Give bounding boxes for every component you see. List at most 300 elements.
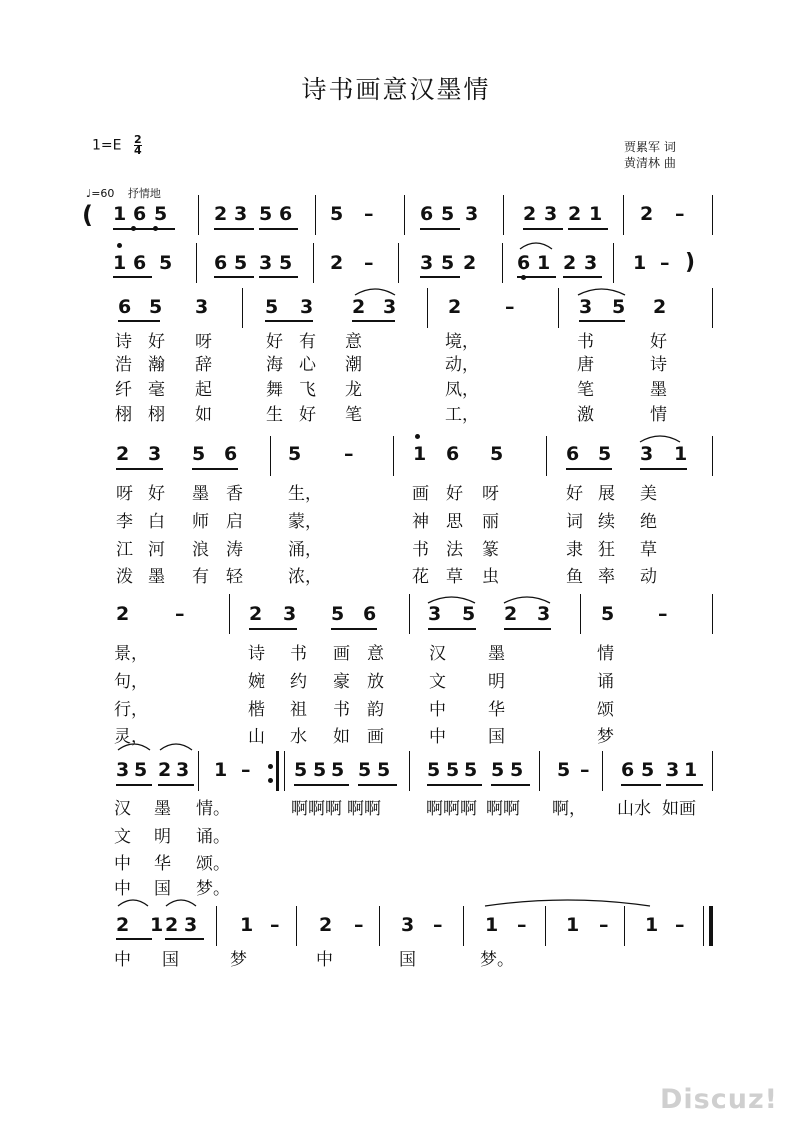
note: 5 <box>464 759 478 781</box>
lyric: 画 <box>333 644 350 664</box>
octave-dot <box>521 275 526 280</box>
tie-arc <box>578 286 625 296</box>
octave-dot <box>117 243 122 248</box>
beam-underline <box>113 276 152 278</box>
note: – <box>675 914 685 936</box>
beam-underline <box>158 784 194 786</box>
lyric: 中 <box>114 854 131 874</box>
lyric: 好 <box>446 484 463 504</box>
note: 2 <box>448 296 462 318</box>
lyric: 心 <box>299 355 316 375</box>
lyric: 书 <box>577 332 594 352</box>
barline <box>198 751 199 791</box>
lyric: 韵 <box>367 700 384 720</box>
lyric: 笔 <box>577 380 594 400</box>
lyric: 狂 <box>598 540 615 560</box>
note: 3 <box>420 252 434 274</box>
beam-underline <box>165 938 204 940</box>
octave-dot <box>268 764 273 769</box>
note: – <box>580 759 590 781</box>
lyric: 婉 <box>248 672 265 692</box>
lyric: 好 <box>299 405 316 425</box>
lyric: 华 <box>154 854 171 874</box>
note: 5 <box>612 296 626 318</box>
beam-underline <box>666 784 703 786</box>
lyric: 墨 <box>650 380 667 400</box>
lyric: 放 <box>367 672 384 692</box>
beam-underline <box>118 320 160 322</box>
lyric: 花 <box>412 567 429 587</box>
barline <box>409 594 410 634</box>
lyric: 栩 <box>148 405 165 425</box>
note: 5 <box>490 443 504 465</box>
note: 5 <box>159 252 173 274</box>
beam-underline <box>192 468 238 470</box>
barline <box>503 195 504 235</box>
note: – <box>658 603 668 625</box>
note: 5 <box>601 603 615 625</box>
lyric: 水 <box>290 727 307 747</box>
barline <box>379 906 380 946</box>
note: – <box>354 914 364 936</box>
note: 5 <box>149 296 163 318</box>
lyric: 师 <box>192 512 209 532</box>
barline <box>712 195 713 235</box>
note: 6 <box>133 203 147 225</box>
lyric: 泼 <box>116 567 133 587</box>
barline <box>539 751 540 791</box>
lyric: 中 <box>316 950 333 970</box>
lyric: 续 <box>598 512 615 532</box>
note: 3 <box>401 914 415 936</box>
time-top: 2 <box>133 133 142 146</box>
lyric: 有 <box>192 567 209 587</box>
lyric: 绝 <box>640 512 657 532</box>
beam-underline <box>116 784 152 786</box>
note: 5 <box>462 603 476 625</box>
note: 5 <box>154 203 168 225</box>
note: 5 <box>491 759 505 781</box>
lyric: 有 <box>299 332 316 352</box>
lyric: 动 <box>640 567 657 587</box>
octave-dot <box>153 226 158 231</box>
lyric: 意 <box>367 644 384 664</box>
note: – <box>433 914 443 936</box>
lyric: 祖 <box>290 700 307 720</box>
note: 5 <box>265 296 279 318</box>
beam-underline <box>294 784 349 786</box>
lyric: 楷 <box>248 700 265 720</box>
beam-underline <box>214 228 254 230</box>
lyric: 如画 <box>662 799 696 819</box>
note: 3 <box>116 759 130 781</box>
barline <box>198 195 199 235</box>
lyric: 墨 <box>488 644 505 664</box>
lyric: 中 <box>429 700 446 720</box>
barline <box>545 906 546 946</box>
lyric: 好 <box>148 332 165 352</box>
beam-underline <box>579 320 625 322</box>
note: 5 <box>288 443 302 465</box>
note: 5 <box>192 443 206 465</box>
tie-arc <box>485 897 650 907</box>
note: 6 <box>279 203 293 225</box>
repeat-barline <box>276 751 279 791</box>
lyric: 笔 <box>345 405 362 425</box>
lyric: 轻 <box>226 567 243 587</box>
note: 2 <box>352 296 366 318</box>
note: – <box>344 443 354 465</box>
lyric: 起 <box>195 380 212 400</box>
note: 2 <box>653 296 667 318</box>
note: 5 <box>358 759 372 781</box>
lyric: 国 <box>399 950 416 970</box>
note: 5 <box>557 759 571 781</box>
note: 5 <box>234 252 248 274</box>
note: – <box>599 914 609 936</box>
note: 6 <box>566 443 580 465</box>
note: 1 <box>633 252 647 274</box>
barline <box>270 436 271 476</box>
lyricist-credit: 贾累军 词 <box>624 140 676 154</box>
lyric: 唐 <box>577 355 594 375</box>
lyric: 汉 <box>114 799 131 819</box>
lyric: 草 <box>446 567 463 587</box>
barline <box>712 751 713 791</box>
tie-arc <box>118 741 150 751</box>
lyric: 涛 <box>226 540 243 560</box>
note: 5 <box>427 759 441 781</box>
beam-underline <box>566 468 612 470</box>
note: 3 <box>300 296 314 318</box>
note: 1 <box>113 203 127 225</box>
note: – <box>505 296 515 318</box>
note: 6 <box>214 252 228 274</box>
barline <box>546 436 547 476</box>
lyric: 约 <box>290 672 307 692</box>
note: 6 <box>363 603 377 625</box>
lyric: 中 <box>114 950 131 970</box>
lyric: 华 <box>488 700 505 720</box>
lyric: 书 <box>333 700 350 720</box>
lyric: 神 <box>412 512 429 532</box>
lyric: 江 <box>116 540 133 560</box>
barline <box>216 906 217 946</box>
lyric: 国 <box>488 727 505 747</box>
lyric: 瀚 <box>148 355 165 375</box>
lyric: 情 <box>650 405 667 425</box>
note: 5 <box>598 443 612 465</box>
note: 2 <box>523 203 537 225</box>
note: 2 <box>463 252 477 274</box>
lyric: 河 <box>148 540 165 560</box>
note: – <box>660 252 670 274</box>
note: 3 <box>259 252 273 274</box>
beam-underline <box>420 276 460 278</box>
barline <box>623 195 624 235</box>
note: – <box>175 603 185 625</box>
lyric: 国 <box>162 950 179 970</box>
lyric: 美 <box>640 484 657 504</box>
note: 2 <box>116 914 130 936</box>
lyric: 行， <box>114 700 148 720</box>
lyric: 明 <box>488 672 505 692</box>
tie-arc <box>428 594 475 604</box>
lyric: 墨 <box>148 567 165 587</box>
lyric: 明 <box>154 827 171 847</box>
barline <box>393 436 394 476</box>
lyric: 境， <box>445 332 479 352</box>
note: 5 <box>259 203 273 225</box>
note: – <box>364 203 374 225</box>
note: 1 <box>150 914 164 936</box>
watermark-logo: Discuz! <box>660 1084 778 1115</box>
key-signature <box>92 135 142 156</box>
lyric: 汉 <box>429 644 446 664</box>
note: 5 <box>641 759 655 781</box>
lyric: 啊啊 <box>347 799 381 819</box>
lyric: 动， <box>445 355 479 375</box>
barline <box>602 751 603 791</box>
tie-arc <box>504 594 550 604</box>
lyric: 颂 <box>597 700 614 720</box>
lyric: 辞 <box>195 355 212 375</box>
barline <box>427 288 428 328</box>
lyric: 呀 <box>116 484 133 504</box>
note: – <box>517 914 527 936</box>
note: 6 <box>420 203 434 225</box>
beam-underline <box>113 228 175 230</box>
lyric: 率 <box>598 567 615 587</box>
lyric: 意 <box>345 332 362 352</box>
barline <box>196 243 197 283</box>
lyric: 激 <box>577 405 594 425</box>
lyric: 生， <box>288 484 322 504</box>
open-paren: ( <box>82 201 93 229</box>
barline <box>404 195 405 235</box>
note: 6 <box>621 759 635 781</box>
barline <box>315 195 316 235</box>
note: 5 <box>446 759 460 781</box>
note: 5 <box>510 759 524 781</box>
lyric: 蒙， <box>288 512 322 532</box>
lyric: 好 <box>266 332 283 352</box>
barline <box>229 594 230 634</box>
lyric: 梦。 <box>480 950 514 970</box>
note: 5 <box>279 252 293 274</box>
lyric: 诗 <box>115 332 132 352</box>
tie-arc <box>118 897 148 907</box>
lyric: 虫 <box>482 567 499 587</box>
beam-underline <box>427 784 482 786</box>
beam-underline <box>265 320 313 322</box>
lyric: 豪 <box>333 672 350 692</box>
note: 1 <box>485 914 499 936</box>
note: 3 <box>176 759 190 781</box>
octave-dot <box>131 226 136 231</box>
note: 1 <box>113 252 127 274</box>
key-label: 1=E <box>92 137 122 154</box>
beam-underline <box>116 468 163 470</box>
beam-underline <box>491 784 530 786</box>
lyric: 诗 <box>650 355 667 375</box>
lyric: 涌， <box>288 540 322 560</box>
lyric: 国 <box>154 879 171 899</box>
lyric: 飞 <box>299 380 316 400</box>
beam-underline <box>249 628 297 630</box>
final-barline <box>709 906 713 946</box>
note: 5 <box>330 203 344 225</box>
tie-arc <box>166 897 196 907</box>
beam-underline <box>621 784 661 786</box>
lyric: 好 <box>148 484 165 504</box>
beam-underline <box>259 228 298 230</box>
close-paren: ) <box>685 250 696 275</box>
note: 3 <box>148 443 162 465</box>
lyric: 展 <box>598 484 615 504</box>
barline <box>712 436 713 476</box>
lyric: 画 <box>412 484 429 504</box>
note: 3 <box>283 603 297 625</box>
note: 6 <box>446 443 460 465</box>
lyric: 好 <box>650 332 667 352</box>
time-bottom: 4 <box>133 144 142 157</box>
note: 3 <box>383 296 397 318</box>
lyric: 纤 <box>115 380 132 400</box>
note: 2 <box>563 252 577 274</box>
note: 3 <box>666 759 680 781</box>
note: 2 <box>158 759 172 781</box>
note: 6 <box>118 296 132 318</box>
lyric: 啊啊 <box>486 799 520 819</box>
note: – <box>241 759 251 781</box>
lyric: 梦。 <box>196 879 230 899</box>
note: 1 <box>413 443 427 465</box>
lyric: 呀 <box>482 484 499 504</box>
note: 5 <box>134 759 148 781</box>
lyric: 凤， <box>445 380 479 400</box>
note: 3 <box>234 203 248 225</box>
note: 1 <box>674 443 688 465</box>
note: 2 <box>330 252 344 274</box>
barline <box>463 906 464 946</box>
lyric: 工， <box>445 405 479 425</box>
tie-arc <box>640 433 680 443</box>
note: 2 <box>319 914 333 936</box>
lyric: 丽 <box>482 512 499 532</box>
note: 6 <box>517 252 531 274</box>
note: 1 <box>645 914 659 936</box>
note: 1 <box>684 759 698 781</box>
tie-arc <box>355 286 395 296</box>
lyric: 呀 <box>195 332 212 352</box>
lyric: 龙 <box>345 380 362 400</box>
lyric: 如 <box>195 405 212 425</box>
lyric: 李 <box>116 512 133 532</box>
time-signature <box>134 135 142 156</box>
barline <box>580 594 581 634</box>
note: 5 <box>331 603 345 625</box>
barline <box>409 751 410 791</box>
note: 6 <box>133 252 147 274</box>
beam-underline <box>563 276 602 278</box>
lyric: 啊， <box>552 799 586 819</box>
note: 5 <box>441 203 455 225</box>
note: 3 <box>465 203 479 225</box>
lyric: 生 <box>266 405 283 425</box>
lyric: 文 <box>114 827 131 847</box>
final-barline <box>703 906 704 946</box>
lyric: 草 <box>640 540 657 560</box>
tie-arc <box>160 741 192 751</box>
note: – <box>675 203 685 225</box>
lyric: 灵， <box>114 727 148 747</box>
lyric: 诵 <box>597 672 614 692</box>
beam-underline <box>428 628 476 630</box>
note: 1 <box>240 914 254 936</box>
note: 2 <box>214 203 228 225</box>
lyric: 山水 <box>617 799 651 819</box>
note: 3 <box>195 296 209 318</box>
lyric: 舞 <box>266 380 283 400</box>
lyric: 词 <box>566 512 583 532</box>
barline <box>242 288 243 328</box>
lyric: 景， <box>114 644 148 664</box>
note: 6 <box>224 443 238 465</box>
lyric: 文 <box>429 672 446 692</box>
composer-credit: 黄清林 曲 <box>624 156 676 170</box>
tempo-marking <box>86 185 161 201</box>
note: 2 <box>640 203 654 225</box>
lyric: 白 <box>148 512 165 532</box>
note: 5 <box>331 759 345 781</box>
barline <box>558 288 559 328</box>
beam-underline <box>504 628 551 630</box>
barline <box>712 288 713 328</box>
note: – <box>364 252 374 274</box>
lyric: 啊啊啊 <box>426 799 477 819</box>
lyric: 诗 <box>248 644 265 664</box>
note: 2 <box>568 203 582 225</box>
note: 2 <box>165 914 179 936</box>
lyric: 山 <box>248 727 265 747</box>
lyric: 情 <box>597 644 614 664</box>
beam-underline <box>352 320 395 322</box>
lyric: 句， <box>114 672 148 692</box>
lyric: 法 <box>446 540 463 560</box>
lyric: 梦 <box>597 727 614 747</box>
note: 1 <box>214 759 228 781</box>
note: 3 <box>640 443 654 465</box>
lyric: 颂。 <box>196 854 230 874</box>
note: 3 <box>537 603 551 625</box>
note: 3 <box>544 203 558 225</box>
lyric: 隶 <box>566 540 583 560</box>
lyric: 墨 <box>192 484 209 504</box>
barline <box>313 243 314 283</box>
barline <box>712 594 713 634</box>
lyric: 启 <box>226 512 243 532</box>
lyric: 情。 <box>196 799 230 819</box>
barline <box>624 906 625 946</box>
barline <box>296 906 297 946</box>
note: 5 <box>441 252 455 274</box>
lyric: 啊啊啊 <box>291 799 342 819</box>
note: 3 <box>428 603 442 625</box>
repeat-barline <box>284 751 285 791</box>
lyric: 中 <box>114 879 131 899</box>
lyric: 画 <box>367 727 384 747</box>
